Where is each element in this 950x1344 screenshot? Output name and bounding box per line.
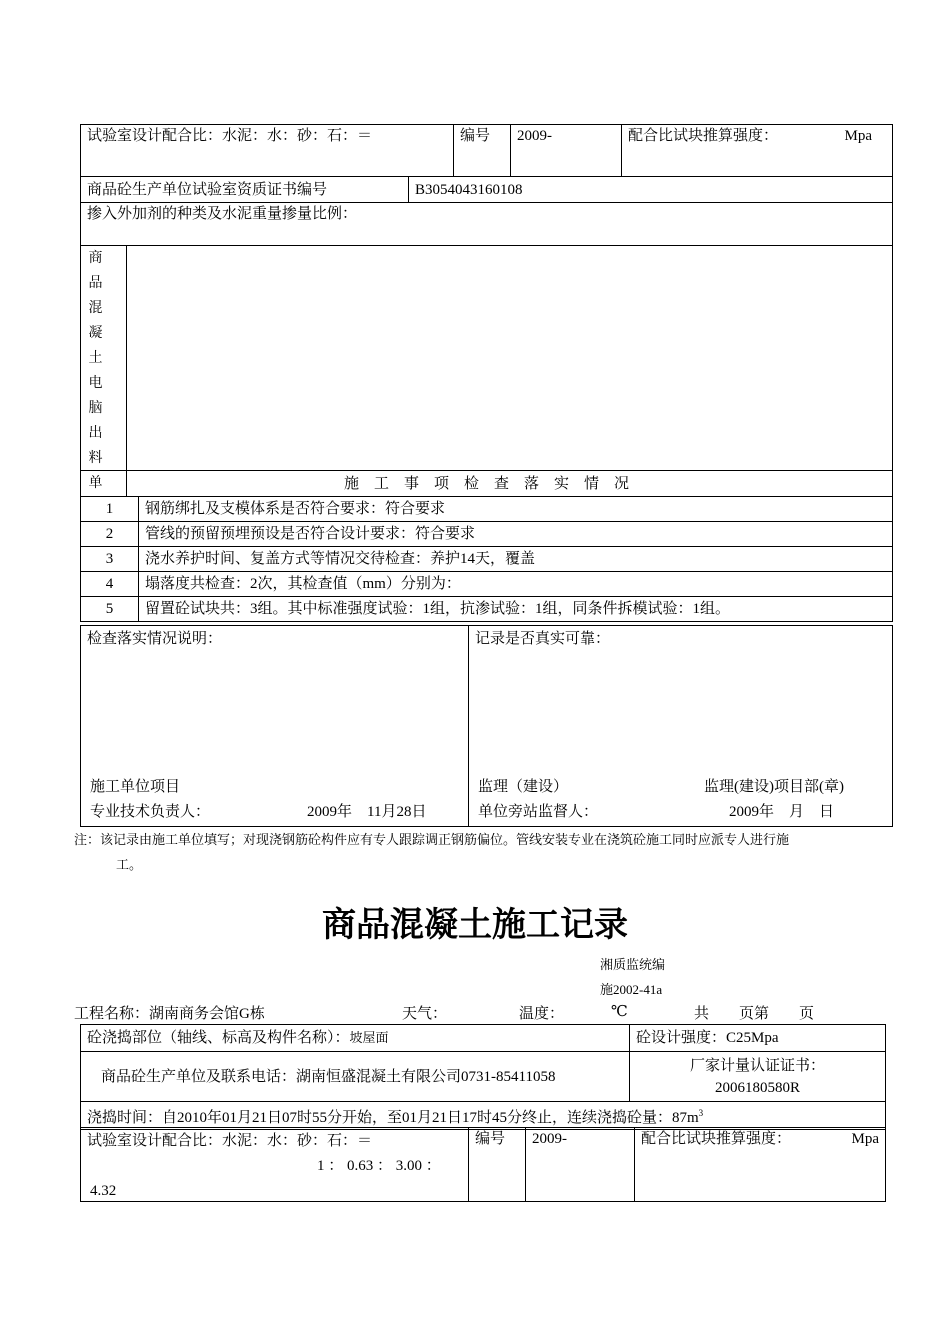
supervision-dept-seal: 监理(建设)项目部(章)	[704, 779, 844, 795]
form2-info-table	[80, 1024, 886, 1130]
item-text: 留置砼试块共：3组。其中标准强度试验：1组，抗渗试验：1组，同条件拆模试验：1组。	[139, 597, 893, 622]
form1-checklist-table	[80, 470, 893, 622]
item-number: 2	[81, 522, 139, 547]
form2-number-value-cell	[526, 1128, 635, 1202]
item-number: 3	[81, 547, 139, 572]
strength-unit: Mpa	[844, 128, 872, 144]
pour-location-cell	[81, 1025, 630, 1052]
record-authenticity-title: 记录是否真实可靠：	[475, 631, 611, 647]
item-number: 5	[81, 597, 139, 622]
form2-mix-table	[80, 1127, 886, 1202]
note-line2: 工。	[116, 857, 143, 872]
weather-label: 天气：	[402, 1006, 448, 1022]
number-label: 编号	[460, 128, 491, 144]
form2-strength-cell	[635, 1128, 886, 1202]
pour-location-label: 砼浇捣部位（轴线、标高及构件名称）：	[87, 1030, 350, 1046]
construction-sign-line2: 专业技术负责人：	[90, 804, 211, 820]
item-text: 管线的预留预埋预设是否符合设计要求：符合要求	[139, 522, 893, 547]
item-text: 浇水养护时间、复盖方式等情况交待检查：养护14天，覆盖	[139, 547, 893, 572]
inspection-description-box	[81, 626, 469, 827]
form2-mix-ratio-label: 试验室设计配合比：水泥：水：砂：石：＝	[87, 1133, 373, 1149]
form1-printout-table	[80, 245, 893, 497]
note-line1: 注：该记录由施工单位填写；对现浇钢筋砼构件应有专人跟踪调正钢筋偏位。管线安装专业在浇筑砼施工同时应派专人进行施	[74, 832, 790, 847]
form2-number-value: 2009-	[532, 1131, 567, 1147]
design-strength: 砼设计强度：C25Mpa	[636, 1030, 779, 1046]
checklist-section-title	[81, 471, 893, 497]
number-value: 2009-	[517, 128, 552, 144]
record-authenticity-box	[469, 626, 893, 827]
construction-sign-line1: 施工单位项目	[90, 779, 181, 795]
form1-cert-table	[80, 176, 893, 246]
item-number: 1	[81, 497, 139, 522]
number-label-cell	[454, 125, 511, 177]
temperature-unit: ℃	[611, 1004, 628, 1020]
form2-number-label-cell	[469, 1128, 526, 1202]
design-strength-cell	[630, 1025, 886, 1052]
pour-location-value: 坡屋面	[349, 1030, 389, 1045]
form-ref-line1: 湘质监统编	[600, 957, 666, 972]
metrology-cert-value: 2006180580R	[714, 1079, 800, 1096]
printout-label-cell	[81, 246, 127, 497]
item-text: 塌落度共检查：2次，其检查值（mm）分别为：	[139, 572, 893, 597]
form-ref-line2: 施2002-41a	[600, 982, 663, 997]
form2-mix-ratio-last: 4.32	[90, 1183, 117, 1199]
form2-mix-ratio-values: 1 ： 0.63 ： 3.00 ：	[317, 1158, 441, 1174]
item-number: 4	[81, 572, 139, 597]
temperature-label: 温度：	[519, 1006, 565, 1022]
project-name: 工程名称：湖南商务会馆G栋	[74, 1006, 265, 1022]
item-text: 钢筋绑扎及支模体系是否符合要求：符合要求	[139, 497, 893, 522]
number-value-cell	[511, 125, 622, 177]
volume-exponent: 3	[698, 1108, 704, 1118]
cert-value: B3054043160108	[415, 181, 523, 198]
mix-ratio-label: 试验室设计配合比：水泥：水：砂：石：＝	[87, 128, 373, 144]
strength-label: 配合比试块推算强度：	[628, 128, 779, 144]
cert-label: 商品砼生产单位试验室资质证书编号	[87, 181, 328, 198]
supervision-sign-date: 2009年 月 日	[729, 804, 835, 820]
cert-label-cell	[81, 177, 409, 203]
form2-strength-unit: Mpa	[851, 1131, 879, 1147]
form2-title: 商品混凝土施工记录	[322, 907, 628, 944]
cert-value-cell	[409, 177, 893, 203]
page-counter: 共 页第 页	[694, 1006, 815, 1022]
mix-ratio-cell	[81, 125, 454, 177]
form2-number-label: 编号	[475, 1131, 506, 1147]
section-title-text: 施 工 事 项 检 查 落 实 情 况	[343, 475, 629, 492]
supplier-cell	[81, 1052, 630, 1102]
pour-time-text: 浇捣时间：自2010年01月21日07时55分开始，至01月21日17时45分终止，连续浇捣砼量：87m	[87, 1110, 699, 1126]
supervision-sign-line2: 单位旁站监督人：	[478, 804, 599, 820]
pour-time-cell	[81, 1102, 886, 1130]
supervision-sign-line1: 监理（建设）	[478, 779, 569, 795]
printout-content-cell	[127, 246, 893, 497]
form2-mix-ratio-cell	[81, 1128, 469, 1202]
form1-top-table	[80, 124, 893, 177]
strength-cell	[622, 125, 893, 177]
admixture-label: 掺入外加剂的种类及水泥重量掺量比例：	[87, 206, 358, 222]
printout-label: 商品混凝土电脑出料单	[88, 251, 106, 491]
metrology-cert-cell	[630, 1052, 886, 1102]
construction-sign-date: 2009年 11月28日	[307, 804, 427, 820]
supplier-label: 商品砼生产单位及联系电话：湖南恒盛混凝土有限公司0731-85411058	[101, 1068, 556, 1085]
admixture-cell	[81, 203, 893, 246]
form1-sign-table	[80, 625, 893, 827]
form2-strength-label: 配合比试块推算强度：	[641, 1131, 792, 1147]
inspection-description-title: 检查落实情况说明：	[87, 631, 223, 647]
metrology-cert-label: 厂家计量认证证书：	[689, 1057, 825, 1074]
